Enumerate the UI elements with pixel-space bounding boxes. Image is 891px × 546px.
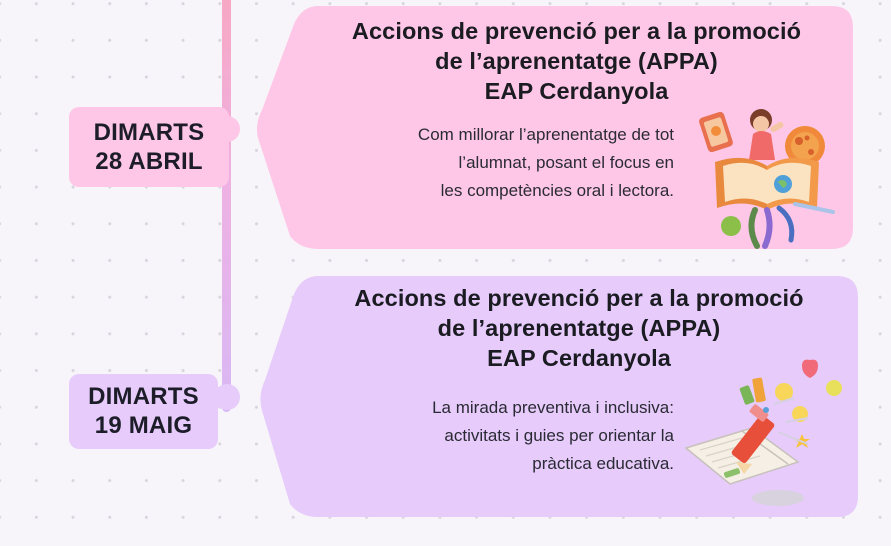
title-line-3: EAP Cerdanyola bbox=[487, 345, 671, 371]
event-date-badge-2 bbox=[69, 374, 218, 449]
date-weekday: DIMARTS bbox=[93, 119, 205, 146]
event-date-badge-1 bbox=[69, 107, 229, 187]
title-line-2: de l’aprenentatge (APPA) bbox=[435, 48, 718, 74]
desc-line-3: les competències oral i lectora. bbox=[440, 181, 674, 200]
pencil-notebook-ideas-illustration bbox=[678, 352, 848, 512]
title-line-1: Accions de prevenció per a la promoció bbox=[354, 285, 804, 311]
desc-line-3: pràctica educativa. bbox=[532, 454, 674, 473]
desc-line-2: activitats i guies per orientar la bbox=[444, 426, 674, 445]
girl-reading-book-illustration bbox=[695, 100, 845, 250]
date-day-month: 28 ABRIL bbox=[95, 148, 203, 175]
title-line-2: de l’aprenentatge (APPA) bbox=[437, 315, 721, 341]
desc-line-1: Com millorar l’aprenentatge de tot bbox=[417, 125, 674, 144]
date-weekday: DIMARTS bbox=[88, 383, 199, 410]
event-description-2 bbox=[340, 394, 674, 478]
desc-line-1: La mirada preventiva i inclusiva: bbox=[432, 398, 674, 417]
event-title-1 bbox=[300, 16, 853, 106]
title-line-3: EAP Cerdanyola bbox=[484, 78, 669, 104]
date-day-month: 19 MAIG bbox=[94, 412, 193, 439]
desc-line-2: l’alumnat, posant el focus en bbox=[458, 153, 674, 172]
event-description-1 bbox=[340, 121, 674, 205]
title-line-1: Accions de prevenció per a la promoció bbox=[351, 18, 802, 44]
